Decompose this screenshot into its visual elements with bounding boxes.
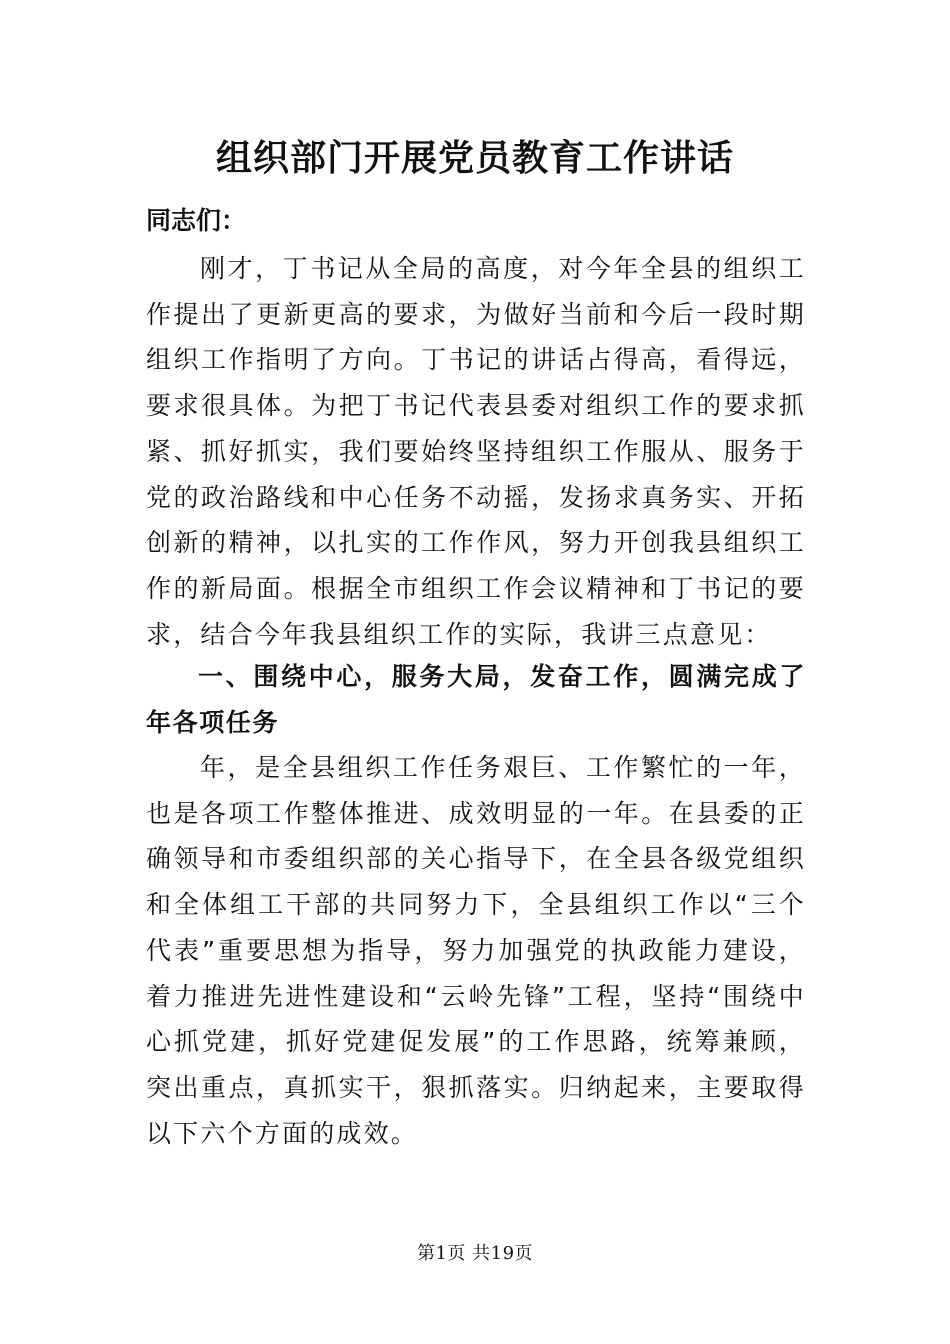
paragraph-section-1: 年，是全县组织工作任务艰巨、工作繁忙的一年，也是各项工作整体推进、成效明显的一年。在县委的正确领导和市委组织部的关心指导下，在全县各级党组织和全体组工干部的共同努力下，全县组织工作以“三个代表”重要思想为指导，努力加强党的执政能力建设，着力推进先进性建设和“云岭先锋”工程，坚持“围绕中心抓党建，抓好党建促发展”的工作思路，统筹兼顾，突出重点，真抓实干，狠抓落实。归纳起来，主要取得以下六个方面的成效。	[146, 753, 806, 1148]
document-title: 组织部门开展党员教育工作讲话	[215, 137, 734, 179]
paragraph-opening: 刚才，丁书记从全局的高度，对今年全县的组织工作提出了更新更高的要求，为做好当前和今后一段时期组织工作指明了方向。丁书记的讲话占得高，看得远，要求很具体。为把丁书记代表县委对组织工作的要求抓紧、抓好抓实，我们要始终坚持组织工作服从、服务于党的政治路线和中心任务不动摇，发扬求真务实、开拓创新的精神，以扎实的工作作风，努力开创我县组织工作的新局面。根据全市组织工作会议精神和丁书记的要求，结合今年我县组织工作的实际，我讲三点意见：	[146, 254, 806, 649]
page-number-footer: 第1页 共19页	[416, 1243, 534, 1264]
section-heading-1: 一、围绕中心，服务大局，发奋工作，圆满完成了年各项任务	[146, 662, 806, 737]
salutation: 同志们：	[146, 206, 247, 235]
